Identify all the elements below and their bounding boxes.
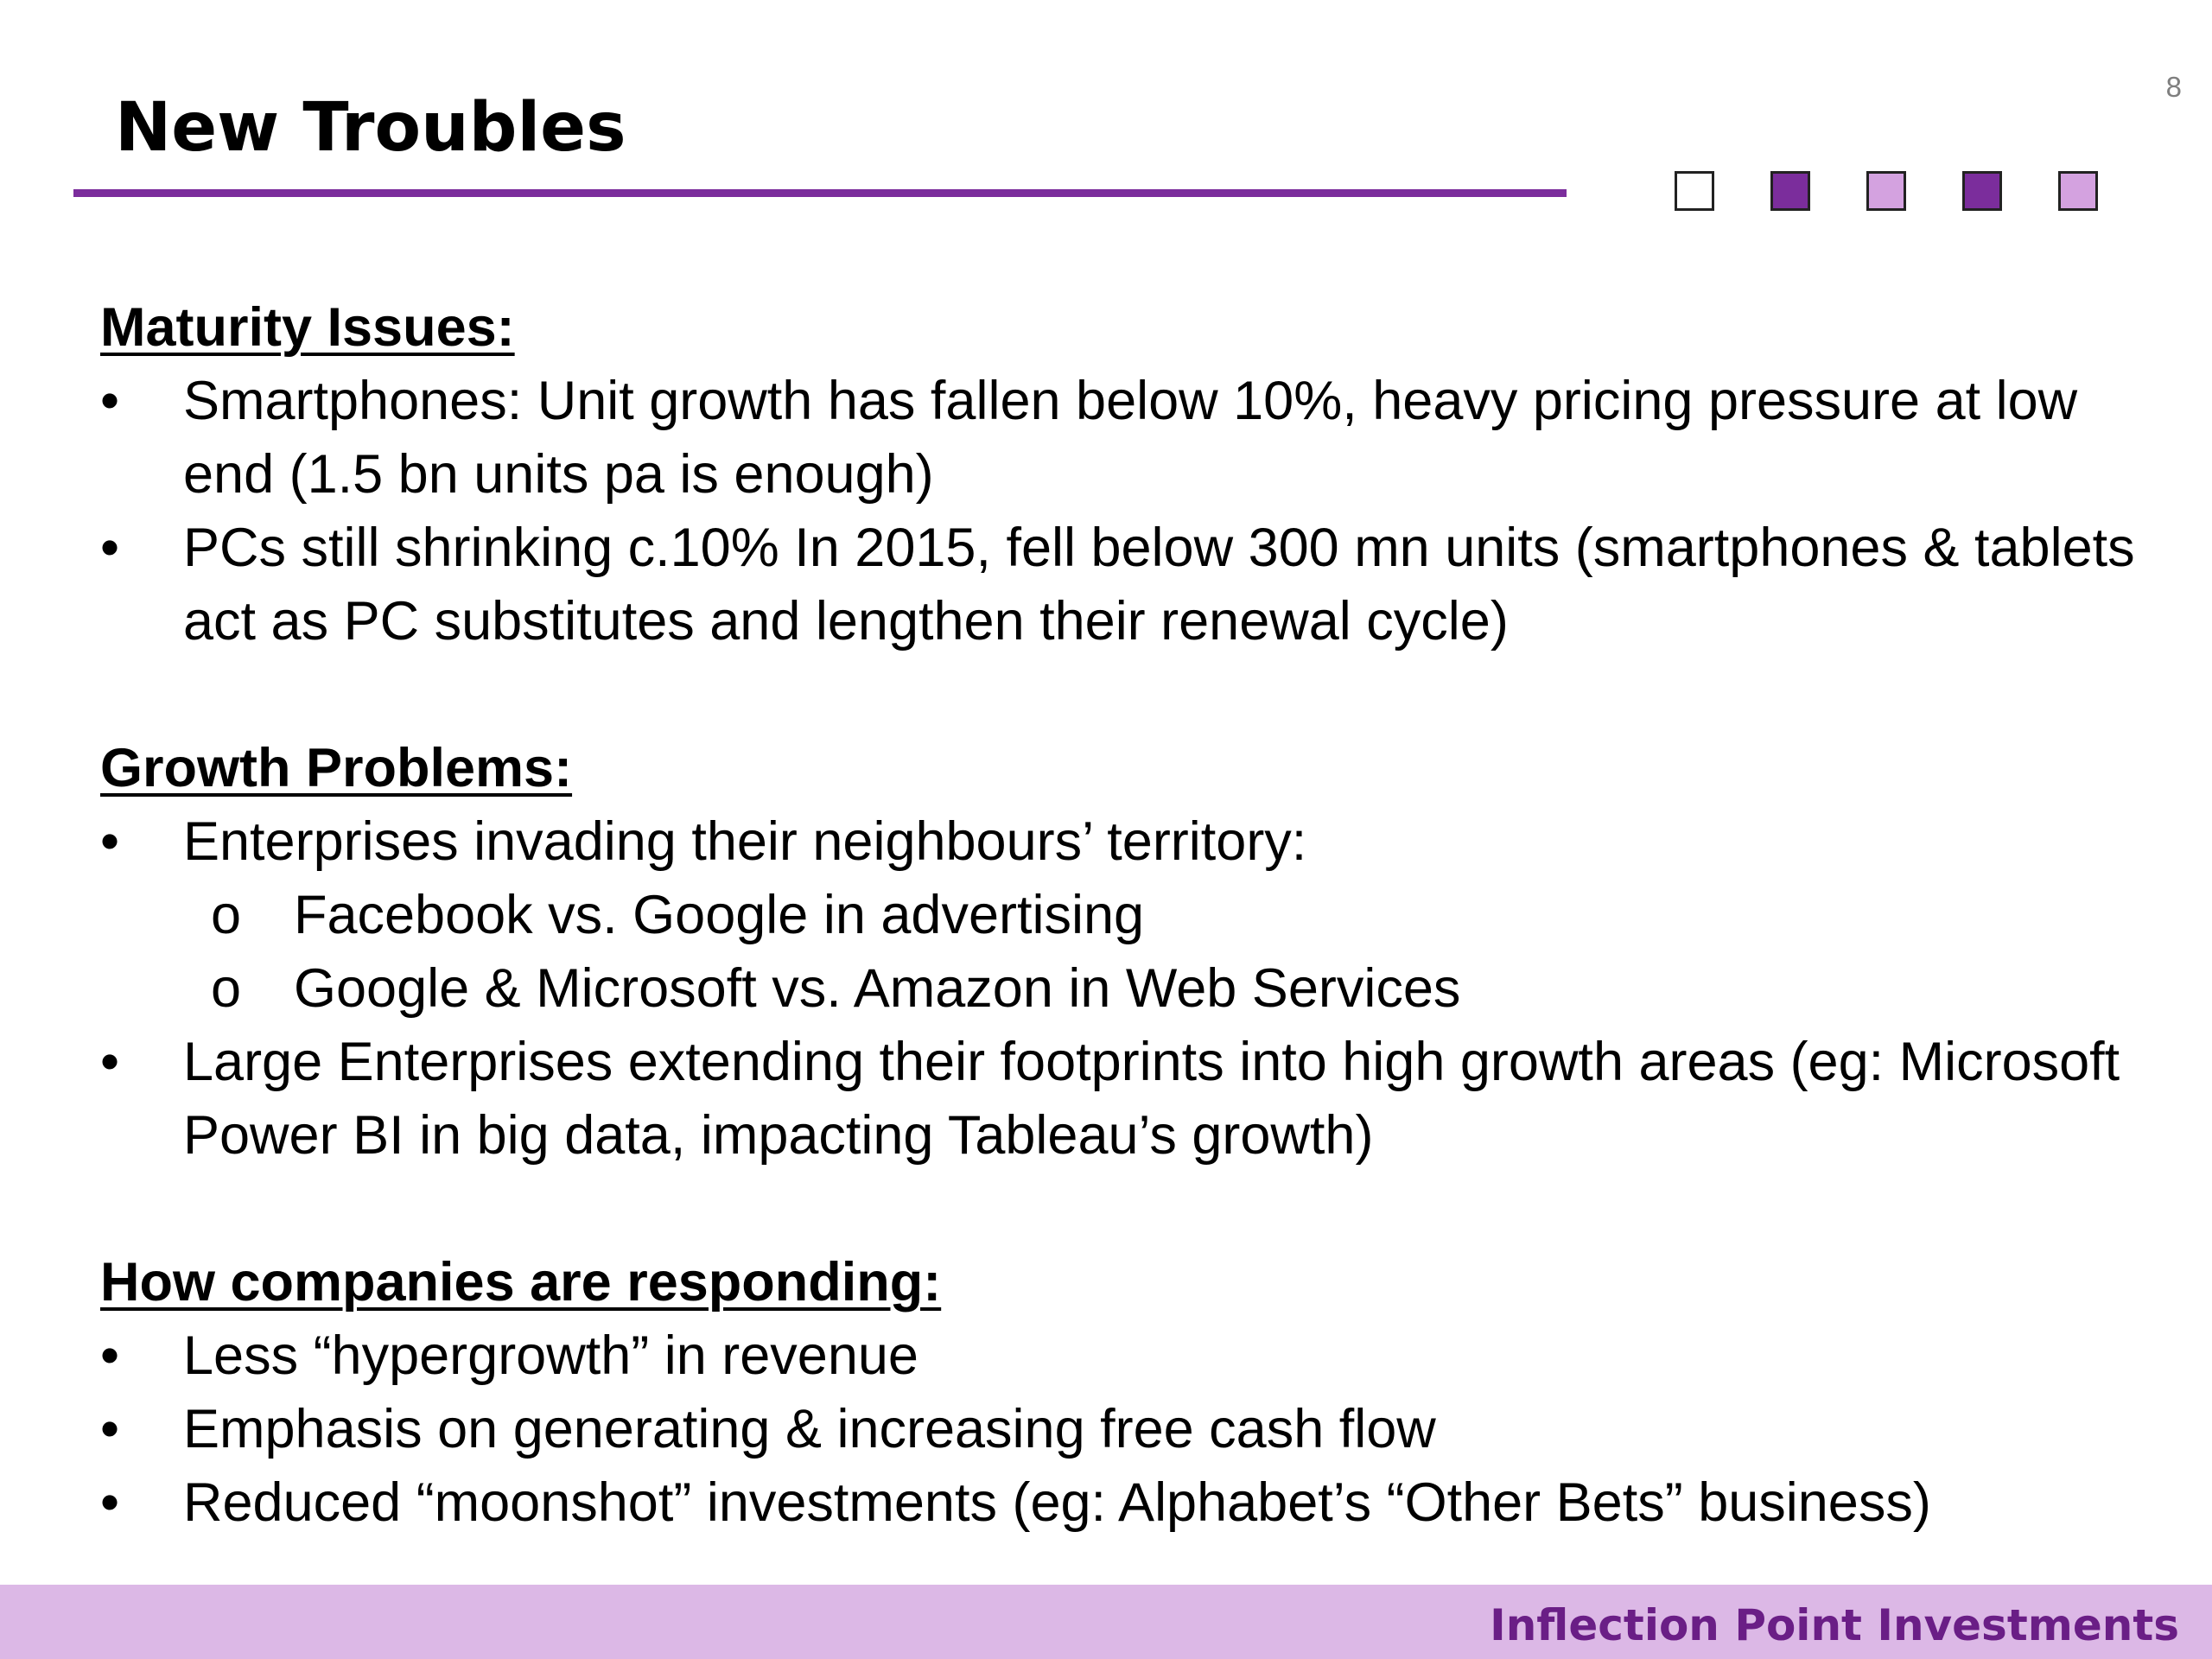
bullet-text: PCs still shrinking c.10% In 2015, fell below 300 mn units (smartphones & tablets act as PC substitutes and lengthen their renewal cycle)	[183, 518, 2135, 652]
bullet-item	[100, 1393, 2157, 1466]
bullet-icon: •	[100, 811, 120, 872]
bullet-icon: •	[100, 1399, 120, 1459]
footer-band	[0, 1585, 2212, 1659]
bullet-icon: •	[100, 1325, 120, 1386]
bullet-text: Large Enterprises extending their footprints into high growth areas (eg: Microsoft Power BI in big data, impacting Tableau’s growth)	[183, 1032, 2120, 1166]
bullet-text: Less “hypergrowth” in revenue	[183, 1325, 918, 1386]
slide-title: New Troubles	[115, 89, 626, 167]
section-how-companies-respond	[100, 1246, 2157, 1540]
section-heading: Maturity Issues:	[100, 297, 515, 358]
bullet-item	[100, 365, 2157, 512]
circle-bullet-icon: o	[211, 958, 242, 1019]
bullet-item	[100, 1466, 2157, 1540]
bullet-text: Enterprises invading their neighbours’ territory:	[183, 811, 1307, 872]
dark-purple-square-icon	[1770, 171, 1810, 211]
slide-content	[100, 291, 2157, 1540]
light-purple-square-icon	[2058, 171, 2098, 211]
title-rule	[73, 189, 1567, 197]
sub-bullet-item	[100, 952, 2157, 1026]
circle-bullet-icon: o	[211, 885, 242, 945]
page-number: 8	[2165, 71, 2182, 103]
bullet-text: Reduced “moonshot” investments (eg: Alphabet’s “Other Bets” business)	[183, 1472, 1931, 1533]
bullet-icon: •	[100, 1032, 120, 1092]
bullet-item	[100, 1319, 2157, 1393]
section-heading: How companies are responding:	[100, 1252, 942, 1313]
outline-square-icon	[1675, 171, 1714, 211]
bullet-icon: •	[100, 371, 120, 431]
bullet-item	[100, 1026, 2157, 1173]
bullet-icon: •	[100, 1472, 120, 1533]
bullet-icon: •	[100, 518, 120, 578]
section-growth-problems	[100, 732, 2157, 1173]
dark-purple-square-icon	[1962, 171, 2002, 211]
footer-brand: Inflection Point Investments	[1490, 1600, 2179, 1650]
sub-bullet-text: Facebook vs. Google in advertising	[294, 885, 1145, 945]
sub-bullet-text: Google & Microsoft vs. Amazon in Web Services	[294, 958, 1461, 1019]
section-heading: Growth Problems:	[100, 738, 573, 798]
bullet-item	[100, 805, 2157, 879]
bullet-text: Smartphones: Unit growth has fallen below 10%, heavy pricing pressure at low end (1.5 bn units pa is enough)	[183, 371, 2078, 505]
light-purple-square-icon	[1866, 171, 1906, 211]
section-maturity-issues	[100, 291, 2157, 658]
bullet-item	[100, 512, 2157, 658]
sub-bullet-item	[100, 879, 2157, 952]
bullet-text: Emphasis on generating & increasing free cash flow	[183, 1399, 1436, 1459]
